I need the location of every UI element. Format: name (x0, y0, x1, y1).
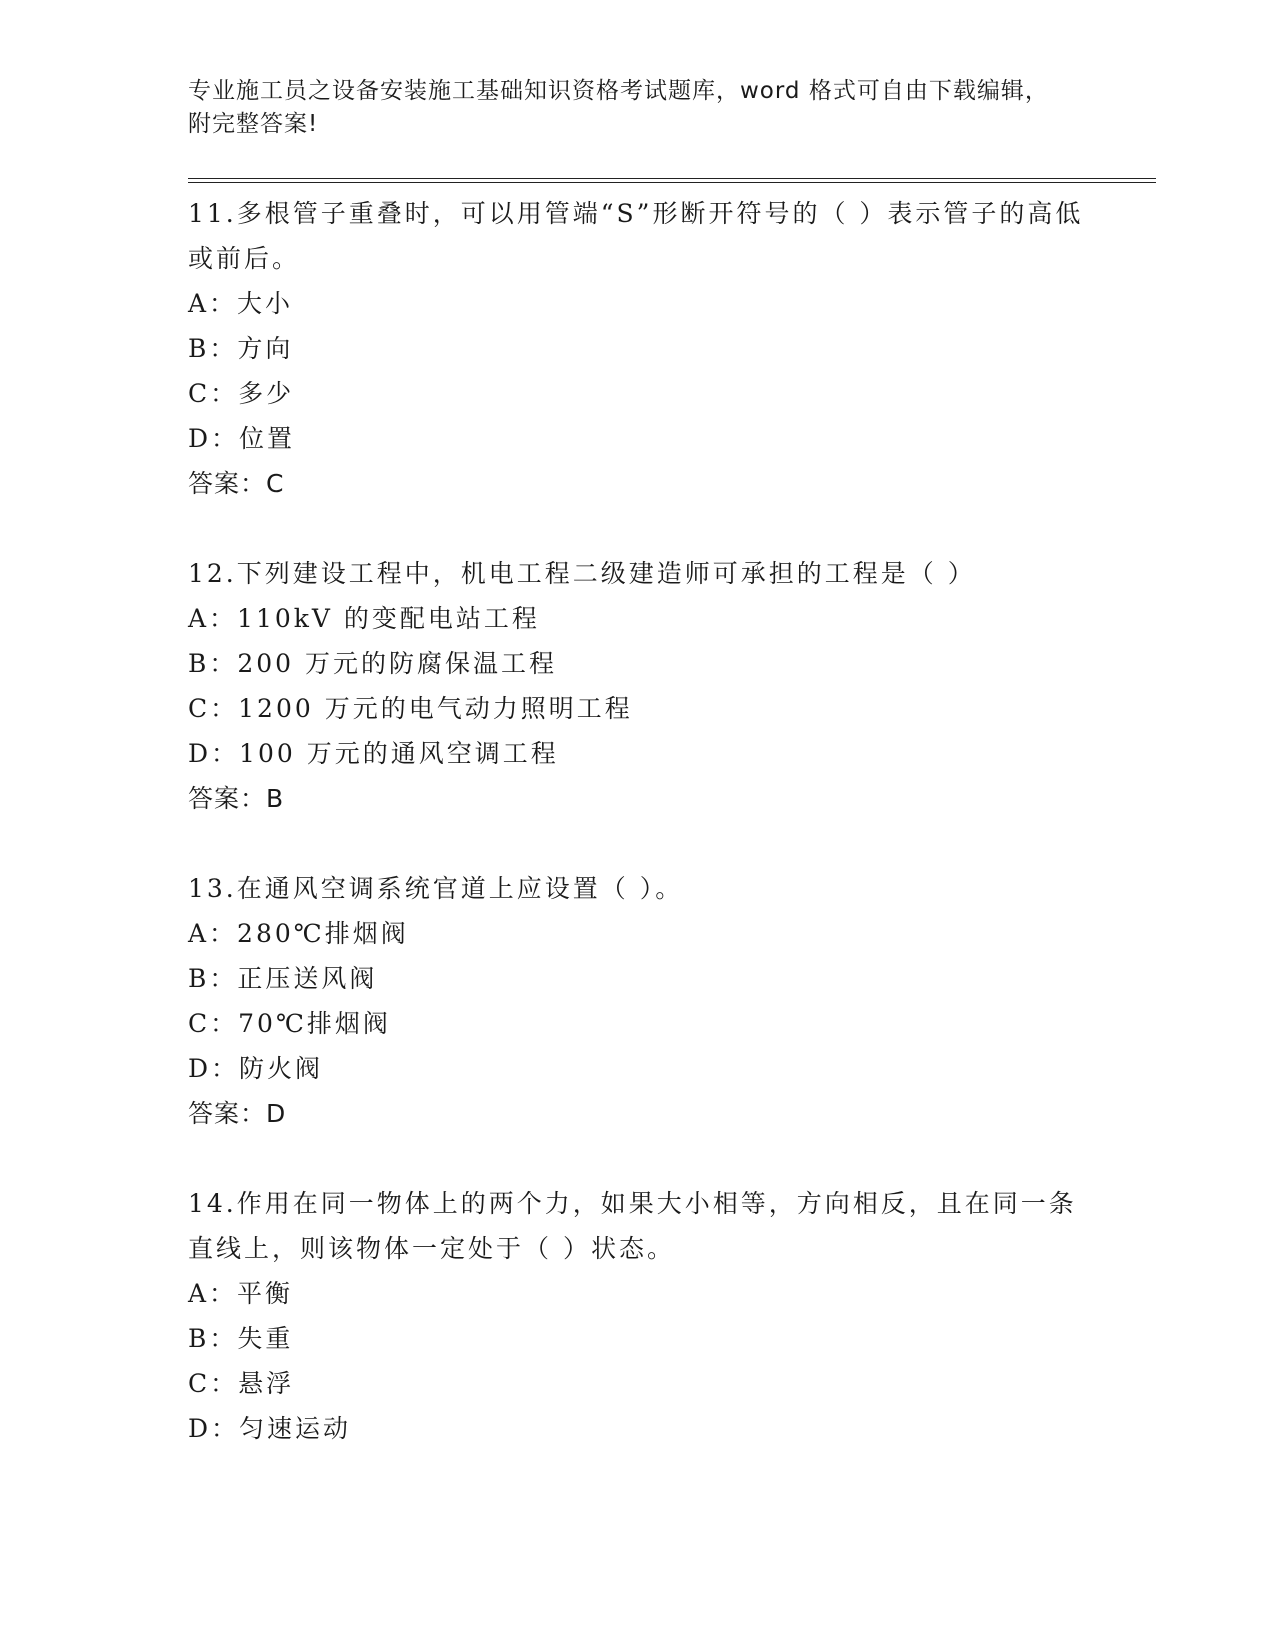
question-13 (188, 866, 1158, 1137)
question-14 (188, 1181, 1158, 1451)
answer-text: 答案：C (188, 469, 285, 498)
option-d: D：位置 (188, 424, 296, 453)
header-line-1: 专业施工员之设备安装施工基础知识资格考试题库，word 格式可自由下载编辑， (188, 78, 1049, 104)
document-header (188, 75, 1088, 141)
question-12 (188, 551, 1158, 822)
answer-text: 答案：B (188, 784, 285, 813)
option-b: B：失重 (188, 1324, 294, 1353)
option-d: D：100 万元的通风空调工程 (188, 739, 559, 768)
option-c: C：悬浮 (188, 1369, 295, 1398)
option-c: C：70℃排烟阀 (188, 1009, 391, 1038)
option-c: C：1200 万元的电气动力照明工程 (188, 694, 633, 723)
question-text: 14.作用在同一物体上的两个力，如果大小相等，方向相反，且在同一条直线上，则该物体一定处于（ ）状态。 (188, 1189, 1077, 1263)
question-text: 11.多根管子重叠时，可以用管端“S”形断开符号的（ ）表示管子的高低或前后。 (188, 199, 1084, 273)
header-divider (188, 178, 1156, 183)
question-text: 12.下列建设工程中，机电工程二级建造师可承担的工程是（ ） (188, 559, 976, 588)
answer-text: 答案：D (188, 1099, 287, 1128)
option-a: A：280℃排烟阀 (188, 919, 409, 948)
question-list (188, 191, 1158, 1495)
option-c: C：多少 (188, 379, 295, 408)
option-b: B：200 万元的防腐保温工程 (188, 649, 558, 678)
option-b: B：方向 (188, 334, 294, 363)
question-text: 13.在通风空调系统官道上应设置（ ）。 (188, 874, 684, 903)
option-a: A：大小 (188, 289, 294, 318)
option-a: A：110kV 的变配电站工程 (188, 604, 540, 633)
option-d: D：匀速运动 (188, 1414, 352, 1443)
question-11 (188, 191, 1158, 507)
option-a: A：平衡 (188, 1279, 294, 1308)
option-d: D：防火阀 (188, 1054, 324, 1083)
header-line-2: 附完整答案! (188, 111, 319, 137)
option-b: B：正压送风阀 (188, 964, 378, 993)
